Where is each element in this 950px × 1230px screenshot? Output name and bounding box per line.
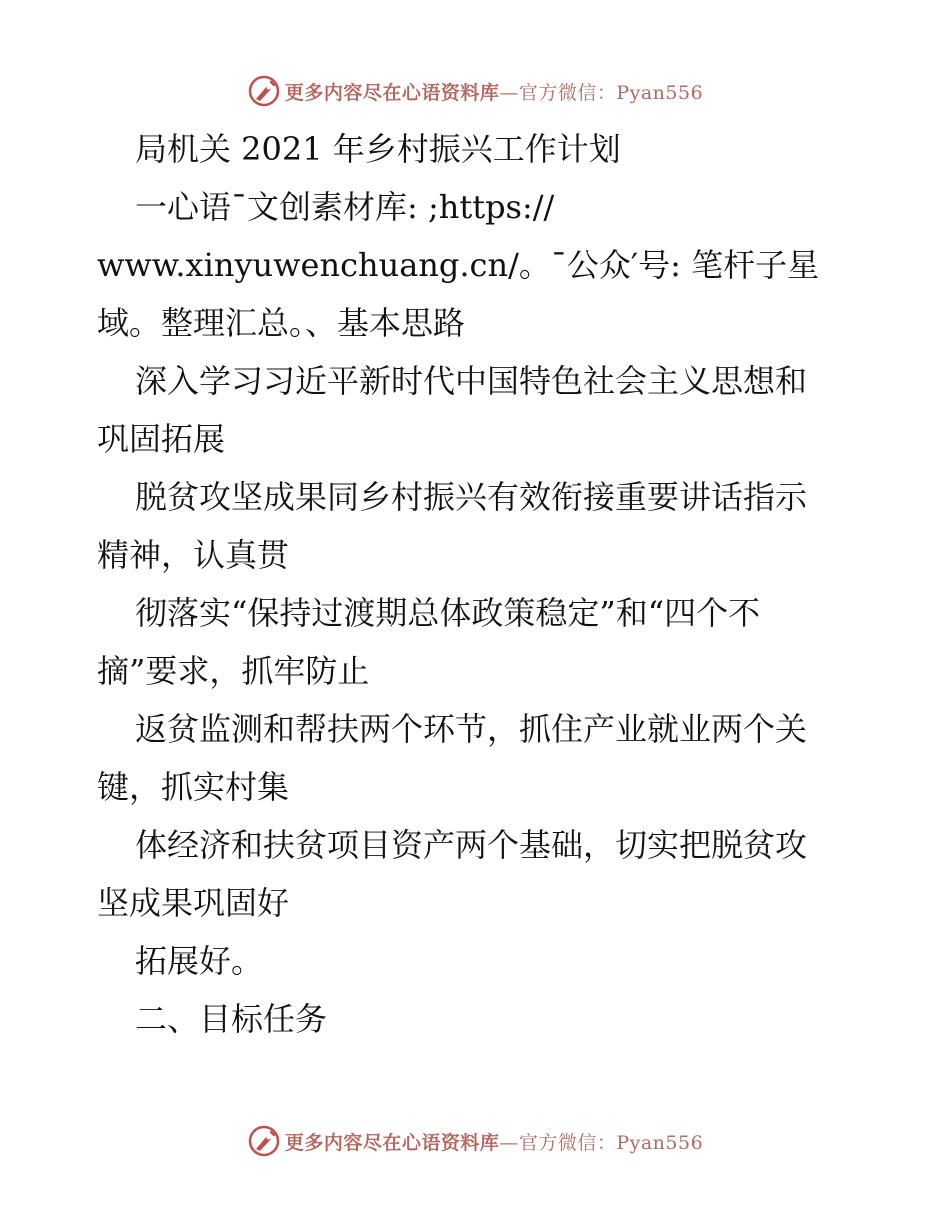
paragraph-line: 键，抓实村集 [97, 768, 290, 806]
paragraph-line: 返贫监测和帮扶两个环节，抓住产业就业两个关 [135, 710, 808, 748]
paragraph-line: 拓展好。 [135, 942, 264, 980]
header-separator: — [499, 81, 519, 104]
header-contact: 官方微信：Pyan556 [518, 81, 704, 104]
pen-nib-circle-icon [247, 74, 281, 108]
paragraph-line: 体经济和扶贫项目资产两个基础，切实把脱贫攻 [135, 826, 808, 864]
document-title: 局机关 2021 年乡村振兴工作计划 [135, 130, 621, 168]
paragraph-line: 彻落实“保持过渡期总体政策稳定”和“四个不 [135, 594, 761, 632]
paragraph-line: 精神，认真贯 [97, 536, 290, 574]
footer-contact: 官方微信：Pyan556 [518, 1131, 704, 1154]
paragraph-line: 域。整理汇总。、基本思路 [97, 304, 466, 342]
paragraph-line: 巩固拓展 [97, 420, 226, 458]
header-banner [0, 71, 950, 111]
paragraph-line: 摘”要求，抓牢防止 [97, 652, 370, 690]
paragraph-line: 坚成果巩固好 [97, 884, 290, 922]
header-banner-text [285, 78, 703, 105]
document-body [97, 120, 857, 1048]
footer-banner [0, 1121, 950, 1161]
paragraph-line: 脱贫攻坚成果同乡村振兴有效衔接重要讲话指示 [135, 478, 808, 516]
paragraph-line: 深入学习习近平新时代中国特色社会主义思想和 [135, 362, 808, 400]
pen-nib-circle-icon [247, 1124, 281, 1158]
footer-separator: — [499, 1131, 519, 1154]
header-brand: 更多内容尽在心语资料库 [284, 81, 500, 104]
paragraph-line: www.xinyuwenchuang.cn/。¯公众′号: 笔杆子星 [97, 246, 820, 284]
section-heading: 二、目标任务 [135, 1000, 328, 1038]
footer-banner-text [285, 1128, 703, 1155]
footer-brand: 更多内容尽在心语资料库 [284, 1131, 500, 1154]
paragraph-line: 一心语¯文创素材库: ;https:// [135, 188, 555, 226]
